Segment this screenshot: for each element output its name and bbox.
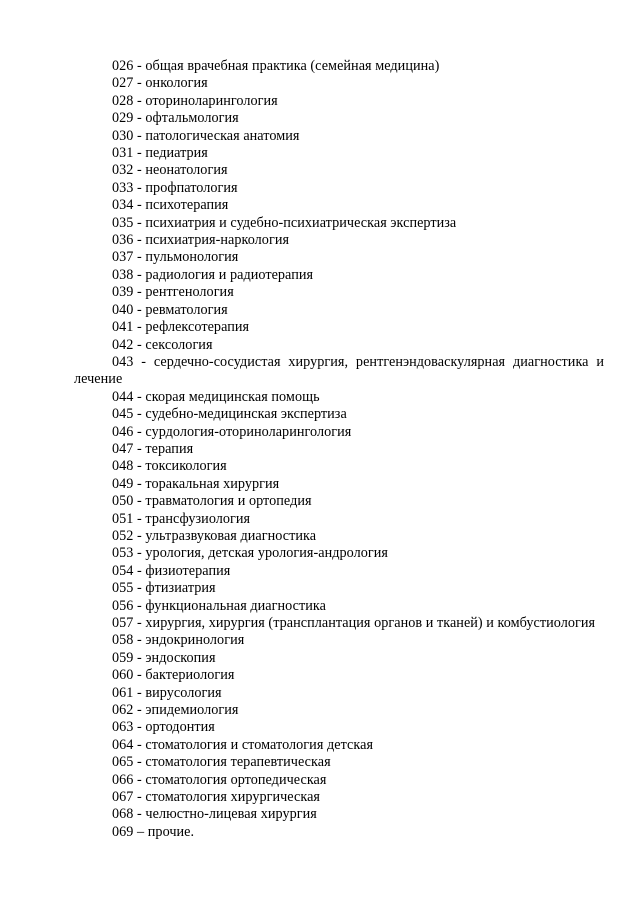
- specialty-code: 054: [112, 562, 134, 579]
- code-separator: -: [133, 440, 146, 457]
- code-separator: -: [133, 92, 146, 109]
- code-separator: -: [133, 475, 146, 492]
- specialty-code: 038: [112, 266, 134, 283]
- list-item: [74, 232, 604, 249]
- list-item: [74, 319, 604, 336]
- specialty-code: 026: [112, 58, 134, 74]
- specialty-code: 046: [112, 423, 134, 440]
- code-separator: -: [133, 754, 146, 771]
- list-item: [74, 58, 604, 75]
- specialty-code: 048: [112, 458, 134, 475]
- list-item: [74, 806, 604, 823]
- specialty-code: 053: [112, 545, 134, 562]
- specialty-code: 037: [112, 249, 134, 266]
- list-item: [74, 424, 604, 441]
- specialty-code: 064: [112, 736, 134, 753]
- specialty-code: 045: [112, 406, 134, 423]
- specialty-name: бактериология: [145, 667, 235, 684]
- list-item: [74, 128, 604, 145]
- specialty-code-list: [74, 58, 608, 841]
- specialty-name: прочие.: [147, 823, 195, 840]
- specialty-name: эпидемиология: [145, 702, 239, 719]
- specialty-name: ревматология: [145, 301, 228, 318]
- specialty-name: стоматология хирургическая: [145, 789, 321, 806]
- code-separator: -: [133, 667, 146, 684]
- specialty-name: судебно-медицинская экспертиза: [145, 406, 347, 423]
- specialty-name: сексология: [145, 336, 213, 353]
- specialty-name: рентгенология: [145, 284, 234, 301]
- specialty-code: 056: [112, 597, 134, 614]
- specialty-code: 027: [112, 75, 134, 92]
- specialty-name: онкология: [145, 75, 208, 92]
- specialty-code: 069: [112, 823, 134, 840]
- list-item: [74, 284, 604, 301]
- specialty-code: 039: [112, 284, 134, 301]
- specialty-code: 029: [112, 110, 134, 127]
- code-separator: -: [133, 232, 146, 249]
- code-separator: -: [133, 162, 146, 179]
- specialty-name: профпатология: [145, 179, 238, 196]
- specialty-name: токсикология: [145, 458, 227, 475]
- specialty-code: 068: [112, 806, 134, 823]
- specialty-name: травматология и ортопедия: [145, 493, 312, 510]
- code-separator: -: [133, 702, 146, 719]
- specialty-name: торакальная хирургия: [145, 475, 280, 492]
- specialty-name: хирургия, хирургия (трансплантация органов и тканей) и комбустиология: [145, 615, 596, 631]
- specialty-name: сердечно-сосудистая хирургия, рентгенэндоваскулярная диагностика и лечение: [74, 353, 608, 388]
- list-item: [74, 458, 604, 475]
- code-separator: -: [133, 562, 146, 579]
- code-separator: -: [133, 249, 146, 266]
- list-item: [74, 702, 604, 719]
- list-item: [74, 110, 604, 127]
- specialty-code: 033: [112, 179, 134, 196]
- list-item: [74, 824, 604, 841]
- specialty-code: 065: [112, 754, 134, 771]
- specialty-name: патологическая анатомия: [145, 127, 300, 144]
- code-separator: -: [133, 179, 146, 196]
- list-item: [74, 685, 604, 702]
- specialty-code: 066: [112, 771, 134, 788]
- specialty-code: 062: [112, 702, 134, 719]
- code-separator: -: [133, 545, 146, 562]
- specialty-name: функциональная диагностика: [145, 597, 326, 614]
- specialty-name: неонатология: [145, 162, 228, 179]
- list-item: [74, 528, 604, 545]
- code-separator: -: [133, 493, 146, 510]
- list-item: [74, 337, 604, 354]
- list-item: [74, 545, 604, 562]
- code-separator: -: [133, 580, 146, 597]
- specialty-name: стоматология терапевтическая: [145, 754, 331, 771]
- list-item: [74, 650, 604, 667]
- specialty-name: стоматология ортопедическая: [145, 771, 327, 788]
- specialty-name: сурдология-оториноларингология: [145, 423, 352, 440]
- list-item: [74, 75, 604, 92]
- code-separator: -: [133, 336, 146, 353]
- specialty-code: 041: [112, 319, 134, 336]
- code-separator: -: [133, 301, 146, 318]
- code-separator: -: [133, 632, 146, 649]
- specialty-code: 032: [112, 162, 134, 179]
- list-item: [74, 353, 608, 389]
- specialty-code: 044: [112, 388, 134, 405]
- specialty-code: 059: [112, 649, 134, 666]
- code-separator: -: [133, 406, 146, 423]
- code-separator: -: [133, 458, 146, 475]
- code-separator: -: [133, 145, 146, 162]
- code-separator: –: [133, 823, 148, 840]
- specialty-code: 042: [112, 336, 134, 353]
- code-separator: -: [133, 649, 146, 666]
- specialty-name: терапия: [145, 440, 194, 457]
- list-item: [74, 632, 604, 649]
- list-item: [74, 197, 604, 214]
- list-item: [74, 267, 604, 284]
- specialty-code: 051: [112, 510, 134, 527]
- specialty-name: скорая медицинская помощь: [145, 388, 320, 405]
- list-item: [74, 598, 604, 615]
- list-item: [74, 719, 604, 736]
- specialty-code: 028: [112, 92, 134, 109]
- specialty-code: 052: [112, 527, 134, 544]
- specialty-name: челюстно-лицевая хирургия: [145, 806, 317, 823]
- list-item: [74, 406, 604, 423]
- specialty-name: психотерапия: [145, 197, 229, 214]
- code-separator: -: [133, 510, 146, 527]
- list-item: [74, 754, 604, 771]
- list-item: [74, 737, 604, 754]
- specialty-name: радиология и радиотерапия: [145, 266, 314, 283]
- specialty-name: педиатрия: [145, 145, 208, 162]
- code-separator: -: [133, 58, 146, 74]
- list-item: [74, 563, 604, 580]
- code-separator: -: [133, 214, 146, 231]
- list-item: [74, 667, 604, 684]
- list-item: [74, 145, 604, 162]
- specialty-code: 047: [112, 440, 134, 457]
- specialty-code: 060: [112, 667, 134, 684]
- code-separator: -: [133, 266, 146, 283]
- specialty-code: 040: [112, 301, 134, 318]
- specialty-name: физиотерапия: [145, 562, 231, 579]
- list-item: [74, 162, 604, 179]
- specialty-name: ортодонтия: [145, 719, 215, 736]
- list-item: [74, 511, 604, 528]
- specialty-name: ультразвуковая диагностика: [145, 527, 317, 544]
- list-item: [74, 215, 604, 232]
- code-separator: -: [133, 127, 146, 144]
- specialty-code: 043: [112, 353, 134, 370]
- specialty-code: 061: [112, 684, 134, 701]
- code-separator: -: [133, 719, 146, 736]
- specialty-name: стоматология и стоматология детская: [145, 736, 374, 753]
- list-item: [74, 249, 604, 266]
- specialty-name: трансфузиология: [145, 510, 251, 527]
- specialty-code: 058: [112, 632, 134, 649]
- specialty-code: 055: [112, 580, 134, 597]
- list-item: [74, 772, 604, 789]
- list-item: [74, 302, 604, 319]
- list-item: [74, 93, 604, 110]
- specialty-code: 031: [112, 145, 134, 162]
- code-separator: -: [133, 615, 146, 631]
- specialty-name: психиатрия и судебно-психиатрическая экспертиза: [145, 214, 457, 231]
- code-separator: -: [133, 597, 146, 614]
- list-item: [74, 476, 604, 493]
- code-separator: -: [133, 771, 146, 788]
- code-separator: -: [133, 806, 146, 823]
- code-separator: -: [133, 789, 146, 806]
- specialty-code: 049: [112, 475, 134, 492]
- specialty-name: фтизиатрия: [145, 580, 216, 597]
- code-separator: -: [133, 75, 146, 92]
- code-separator: -: [133, 423, 146, 440]
- specialty-name: пульмонология: [145, 249, 239, 266]
- list-item: [74, 615, 604, 632]
- specialty-code: 030: [112, 127, 134, 144]
- code-separator: -: [133, 284, 146, 301]
- list-item: [74, 180, 604, 197]
- code-separator: -: [133, 197, 146, 214]
- list-item: [74, 389, 604, 406]
- list-item: [74, 441, 604, 458]
- specialty-name: рефлексотерапия: [145, 319, 250, 336]
- code-separator: -: [133, 388, 146, 405]
- specialty-code: 036: [112, 232, 134, 249]
- code-separator: -: [133, 319, 146, 336]
- list-item: [74, 580, 604, 597]
- code-separator: -: [133, 684, 146, 701]
- specialty-code: 057: [112, 615, 134, 631]
- specialty-name: эндоскопия: [145, 649, 216, 666]
- list-item: [74, 789, 604, 806]
- specialty-code: 034: [112, 197, 134, 214]
- specialty-name: эндокринология: [145, 632, 245, 649]
- specialty-name: оториноларингология: [145, 92, 278, 109]
- code-separator: -: [133, 353, 154, 370]
- specialty-name: вирусология: [145, 684, 222, 701]
- specialty-name: урология, детская урология-андрология: [145, 545, 388, 562]
- specialty-code: 050: [112, 493, 134, 510]
- code-separator: -: [133, 110, 146, 127]
- code-separator: -: [133, 736, 146, 753]
- specialty-name: общая врачебная практика (семейная медицина): [145, 58, 440, 74]
- specialty-name: офтальмология: [145, 110, 239, 127]
- code-separator: -: [133, 527, 146, 544]
- specialty-code: 067: [112, 789, 134, 806]
- specialty-code: 063: [112, 719, 134, 736]
- specialty-name: психиатрия-наркология: [145, 232, 290, 249]
- list-item: [74, 493, 604, 510]
- specialty-code: 035: [112, 214, 134, 231]
